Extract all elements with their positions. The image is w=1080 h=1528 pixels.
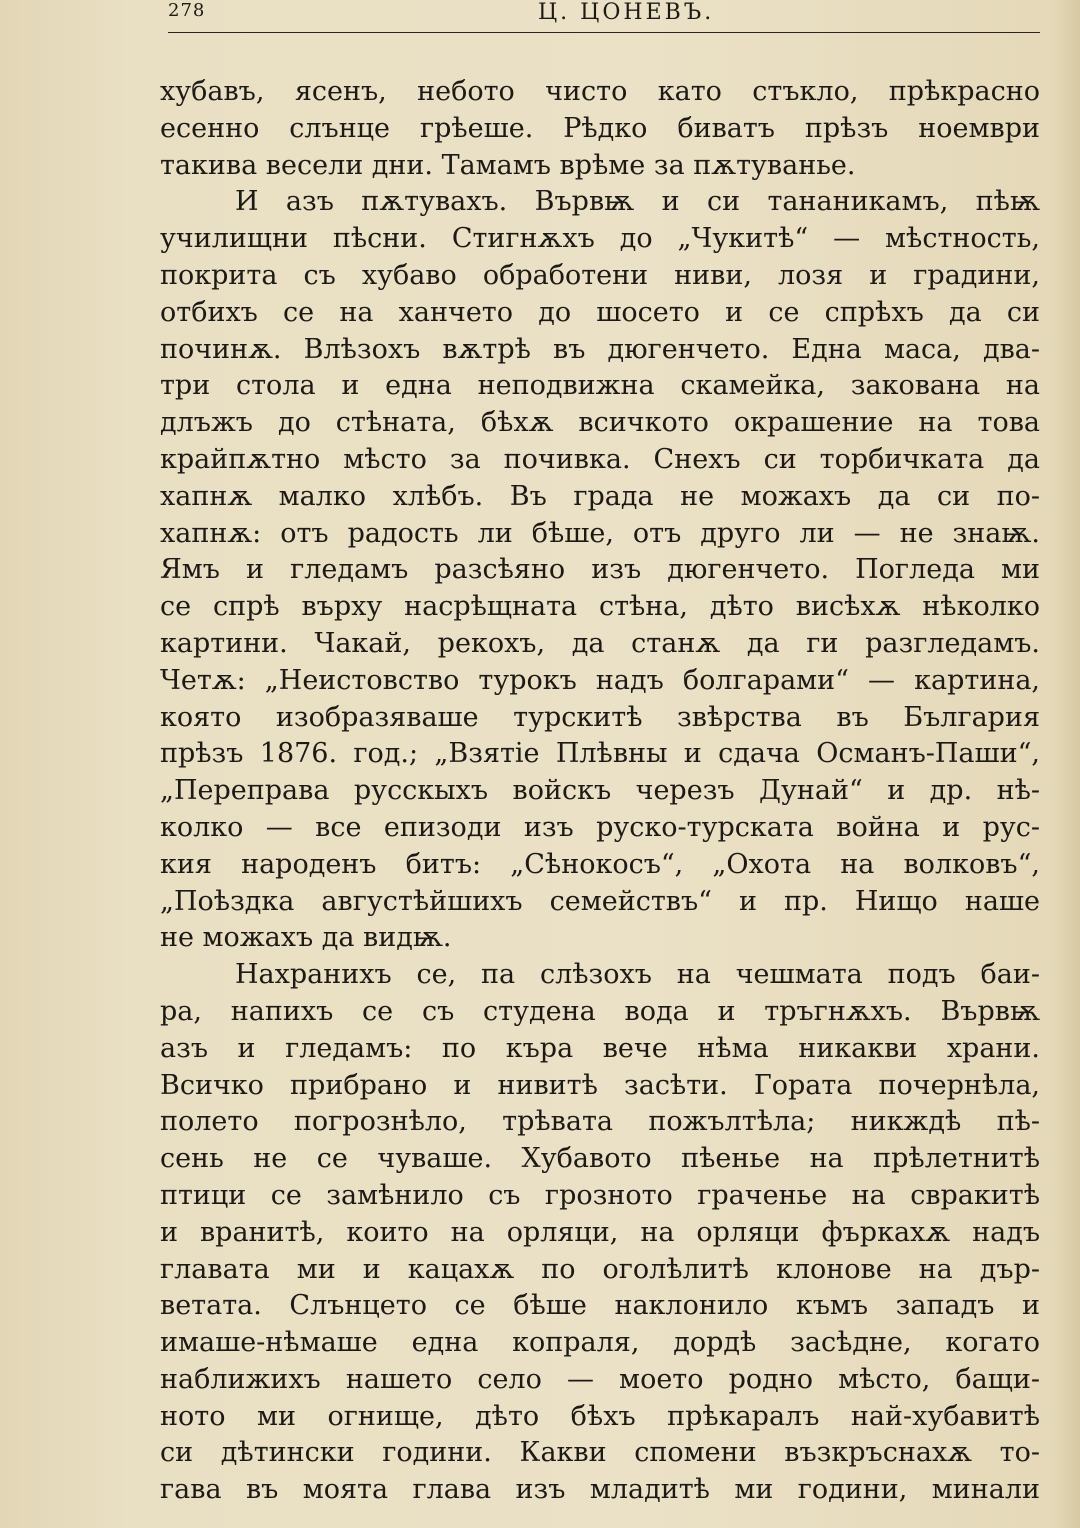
text-line: починѫ. Влѣзохъ вѫтрѣ въ дюгенчето. Една маса, два-	[160, 333, 1040, 365]
text-line: гава въ моята глава изъ младитѣ ми години, минали	[160, 1474, 1040, 1506]
text-line: длъжъ до стѣната, бѣхѫ всичкото окрашение на това	[160, 407, 1040, 439]
text-line: главата ми и кацахѫ по оголѣлитѣ клонове на дър-	[160, 1253, 1040, 1285]
text-line: ветата. Слънцето се бѣше наклонило къмъ западъ и	[160, 1290, 1040, 1322]
text-line: такива весели дни. Тамамъ врѣме за пѫтуванье.	[160, 149, 856, 181]
header-rule	[168, 32, 1040, 33]
text-line: Ямъ и гледамъ разсѣяно изъ дюгенчето. Погледа ми	[160, 554, 1040, 586]
text-line: три стола и една неподвижна скамейка, закована на	[160, 370, 1040, 402]
text-line: картини. Чакай, рекохъ, да станѫ да ги разгледамъ.	[160, 627, 1040, 659]
text-line: която изобразяваше турскитѣ звѣрства въ България	[160, 701, 1040, 733]
text-line: Четѫ: „Неистовство турокъ надъ болгарами“ — картина,	[160, 664, 1040, 696]
text-line: Нахранихъ се, па слѣзохъ на чешмата подъ баи-	[235, 959, 1040, 991]
page-edge-shadow	[1054, 0, 1080, 1528]
text-line: „Переправа русскыхъ войскъ черезъ Дунай“ и др. нѣ-	[160, 775, 1040, 807]
running-head: Ц. ЦОНЕВЪ.	[538, 0, 715, 25]
page-header	[168, 0, 1040, 40]
text-line: азъ и гледамъ: по кърa вече нѣма никакви храни.	[160, 1032, 1040, 1064]
text-line: прѣзъ 1876. год.; „Взятіе Плѣвны и сдача Османъ-Паши“,	[160, 738, 1040, 770]
text-line: наближихъ нашето село — моето родно мѣсто, бащи-	[160, 1363, 1040, 1395]
page-number: 278	[168, 0, 206, 21]
text-line: се спрѣ върху насрѣщната стѣна, дѣто висѣхѫ нѣколко	[160, 591, 1040, 623]
text-line: „Поѣздка августѣйшихъ семействъ“ и пр. Нищо наше	[160, 885, 1040, 917]
text-line: хапнѫ: отъ радость ли бѣше, отъ друго ли — не знаѭ.	[160, 517, 1040, 549]
text-line: полето погрознѣло, трѣвата пожълтѣла; никждѣ пѣ-	[160, 1106, 1040, 1138]
text-line: колко — все епизоди изъ руско-турската война и рус-	[160, 811, 1040, 843]
text-line: хапнѫ малко хлѣбъ. Въ града не можахъ да си по-	[160, 480, 1040, 512]
text-line: и вранитѣ, които на орляци, на орляци фъркахѫ надъ	[160, 1216, 1040, 1248]
text-line: си дѣтински години. Какви спомени възкръснахѫ то-	[160, 1437, 1040, 1469]
text-line: крайпѫтно мѣсто за почивка. Снехъ си торбичката да	[160, 443, 1040, 475]
text-line: ра, напихъ се съ студена вода и тръгнѫхъ. Вървѭ	[160, 995, 1040, 1027]
body-text	[160, 74, 1040, 1509]
text-line: покрита съ хубаво обработени ниви, лозя и градини,	[160, 259, 1040, 291]
text-line: не можахъ да видѭ.	[160, 922, 452, 954]
text-line: птици се замѣнило съ грозното граченье на свракитѣ	[160, 1179, 1040, 1211]
text-line: имаше-нѣмаше една копраля, дордѣ засѣдне, когато	[160, 1327, 1040, 1359]
text-line: И азъ пѫтувахъ. Вървѭ и си тананикамъ, пѣѭ	[235, 186, 1040, 218]
text-line: есенно слънце грѣеше. Рѣдко биватъ прѣзъ ноември	[160, 112, 1040, 144]
text-line: училищни пѣсни. Стигнѫхъ до „Чукитѣ“ — мѣстность,	[160, 223, 1040, 255]
text-line: хубавъ, ясенъ, небото чисто като стъкло, прѣкрасно	[160, 76, 1040, 107]
text-line: ното ми огнище, дѣто бѣхъ прѣкаралъ най-хубавитѣ	[160, 1400, 1040, 1432]
text-line: сень не се чуваше. Хубавото пѣенье на прѣлетнитѣ	[160, 1143, 1040, 1175]
text-line: кия народенъ битъ: „Сѣнокосъ“, „Охота на волковъ“,	[160, 848, 1040, 880]
text-line: Всичко прибрано и нивитѣ засѣти. Гората почернѣла,	[160, 1069, 1040, 1101]
text-line: отбихъ се на ханчето до шосето и се спрѣхъ да си	[160, 296, 1040, 328]
